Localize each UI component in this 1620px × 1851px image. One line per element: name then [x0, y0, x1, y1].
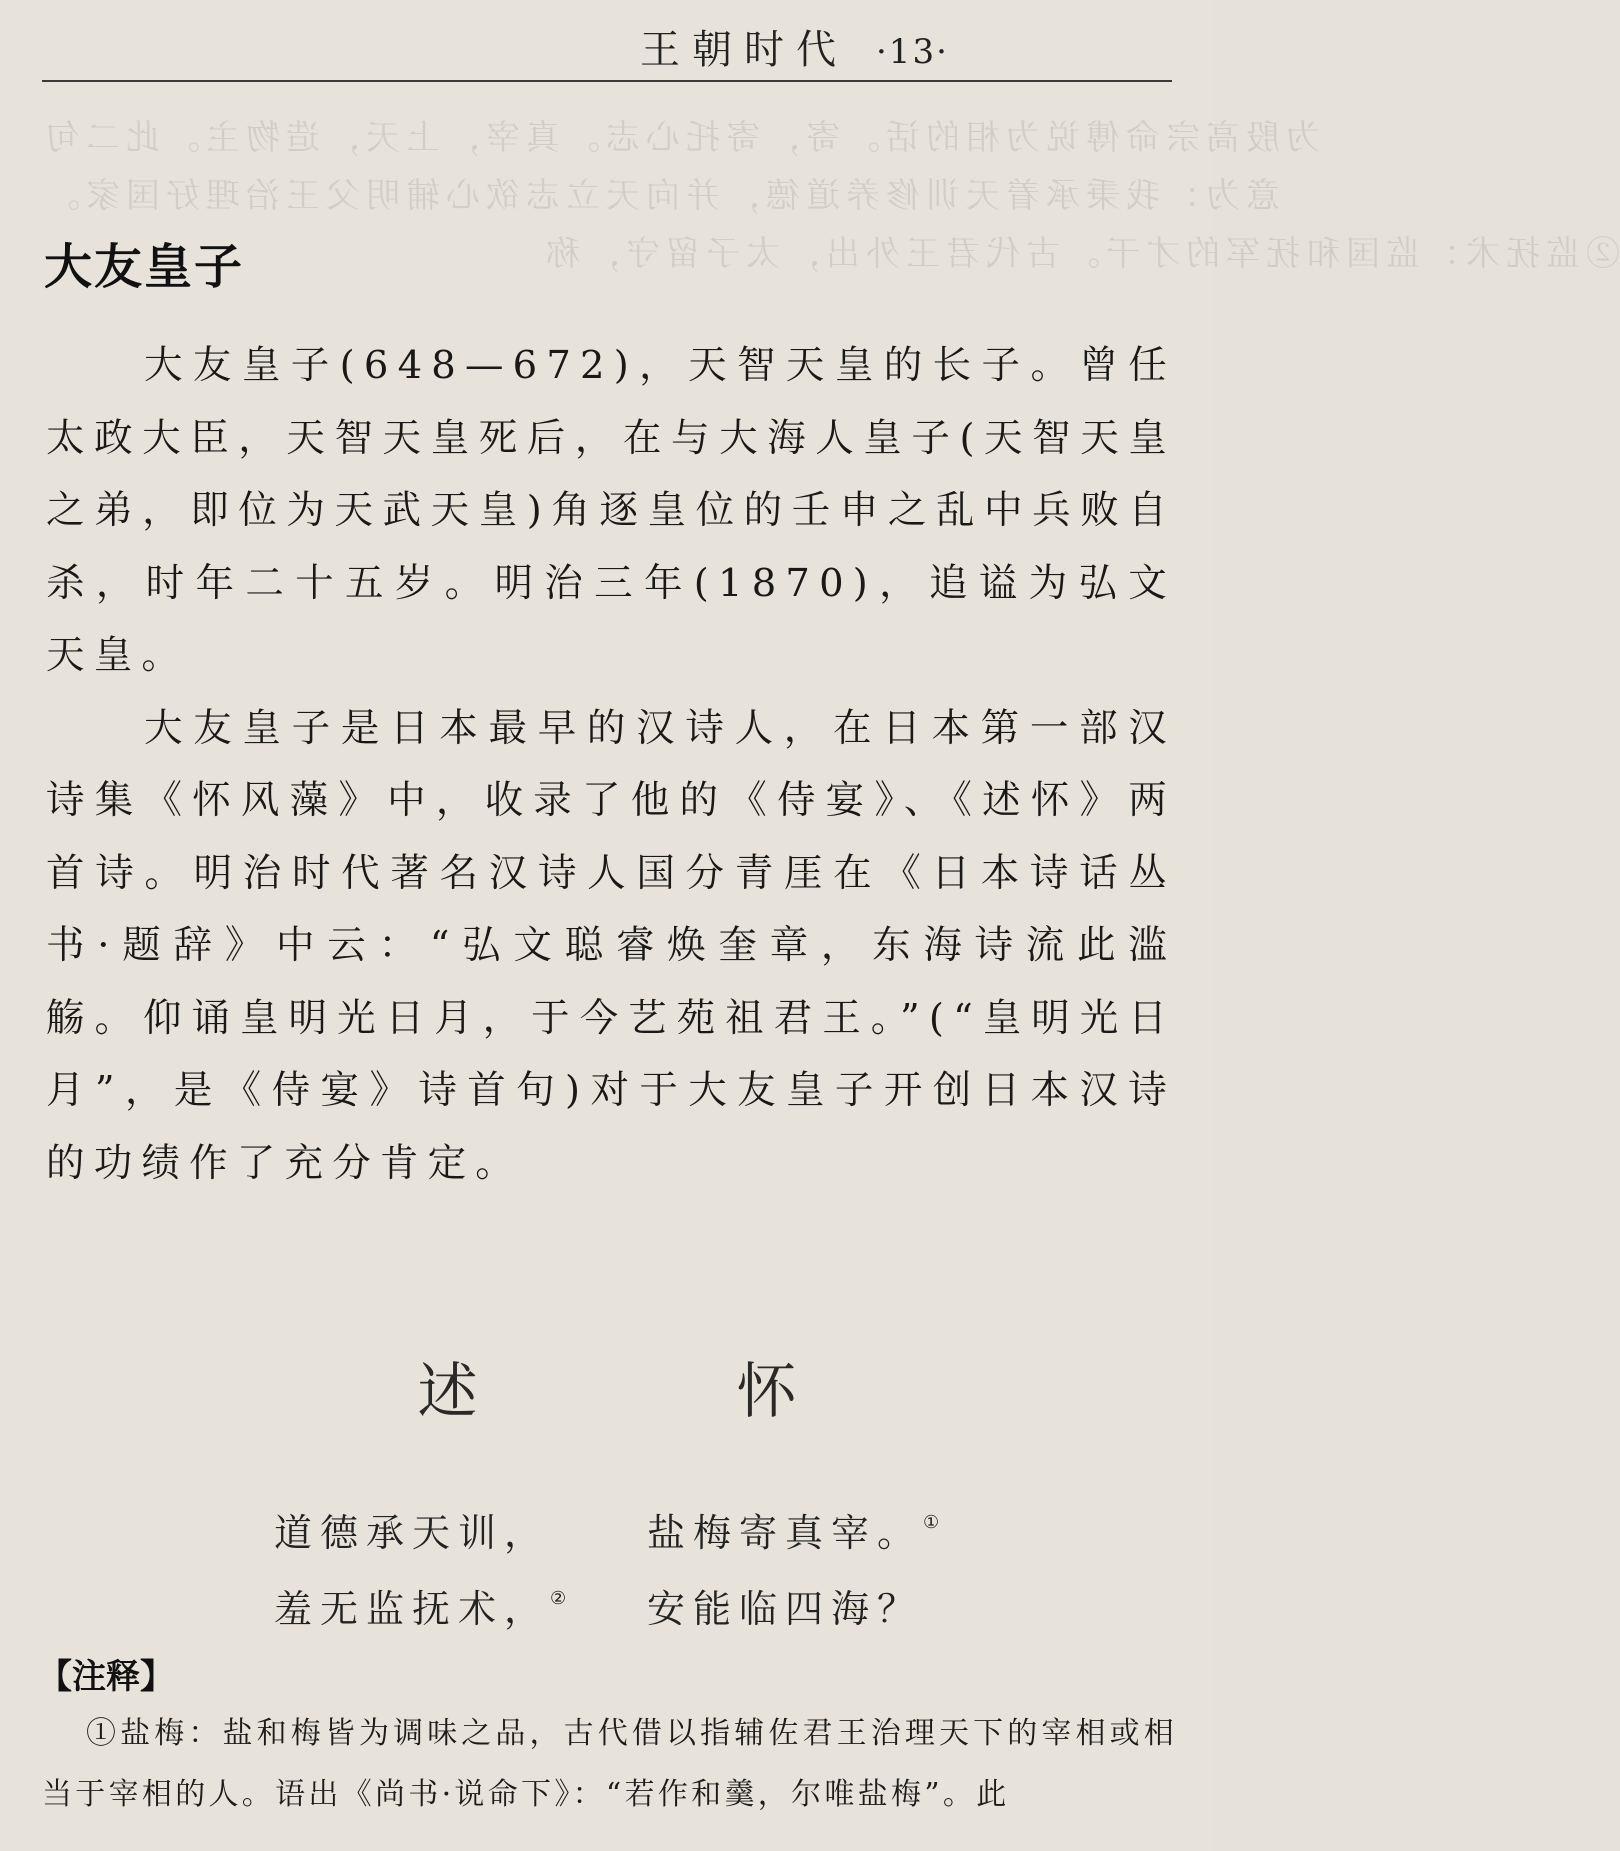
- verse-text: 羞无监抚术，: [274, 1587, 551, 1631]
- poem-body: [274, 1502, 939, 1654]
- header-rule: [42, 80, 1172, 82]
- paragraph: 大友皇子是日本最早的汉诗人，在日本第一部汉诗集《怀风藻》中，收录了他的《侍宴》、《述怀》两首诗。明治时代著名汉诗人国分青厓在《日本诗话丛书·题辞》中云：“弘文聪睿焕奎章，东海诗流此滥觞。仰诵皇明光日月，于今艺苑祖君王。”(“皇明光日月”，是《侍宴》诗首句)对于大友皇子开创日本汉诗的功绩作了充分肯定。: [46, 705, 1176, 1186]
- verse-second-half: [647, 1578, 923, 1633]
- footnote-mark: ②: [550, 1588, 567, 1610]
- footnote-mark: ①: [923, 1512, 940, 1534]
- page-number: ·13·: [876, 32, 949, 72]
- verse-text: 盐梅寄真宰。: [647, 1511, 924, 1555]
- poem-title: 述 怀: [417, 1357, 917, 1427]
- biography-text: [46, 330, 1176, 1200]
- verse-second-half: [647, 1502, 939, 1557]
- section-title: 大友皇子: [44, 239, 245, 295]
- footnote: ①盐梅：盐和梅皆为调味之品，古代借以指辅佐君王治理天下的宰相或相当于宰相的人。语出《尚书·说命下》：“若作和羹，尔唯盐梅”。此: [42, 1716, 1177, 1812]
- verse-text: 道德承天训，: [274, 1511, 551, 1555]
- poem-line: [274, 1578, 939, 1654]
- verse-first-half: [274, 1578, 647, 1633]
- verse-first-half: [274, 1502, 647, 1557]
- notes-heading: 【注释】: [38, 1657, 174, 1697]
- bleed-through-line: ②监抚术：监国和抚军的才干。古代君王外出，太子留守，称: [540, 234, 1620, 274]
- running-title: 王朝时代: [640, 27, 848, 73]
- running-header: [640, 18, 949, 75]
- bleed-through-line: 为殷高宗命傅说为相的话。寄，寄托心志。真宰，上天，造物主。此二句: [40, 118, 1320, 158]
- verse-text: 安能临四海？: [647, 1587, 924, 1631]
- paragraph: 大友皇子(648—672)，天智天皇的长子。曾任太政大臣，天智天皇死后，在与大海人皇子(天智天皇之弟，即位为天武天皇)角逐皇位的壬申之乱中兵败自杀，时年二十五岁。明治三年(1870)，追谥为弘文天皇。: [46, 343, 1176, 678]
- bleed-through-line: 意为：我秉承着天训修养道德，并向天立志欲心辅明父王治理好国家。: [40, 176, 1280, 216]
- poem-line: [274, 1502, 939, 1578]
